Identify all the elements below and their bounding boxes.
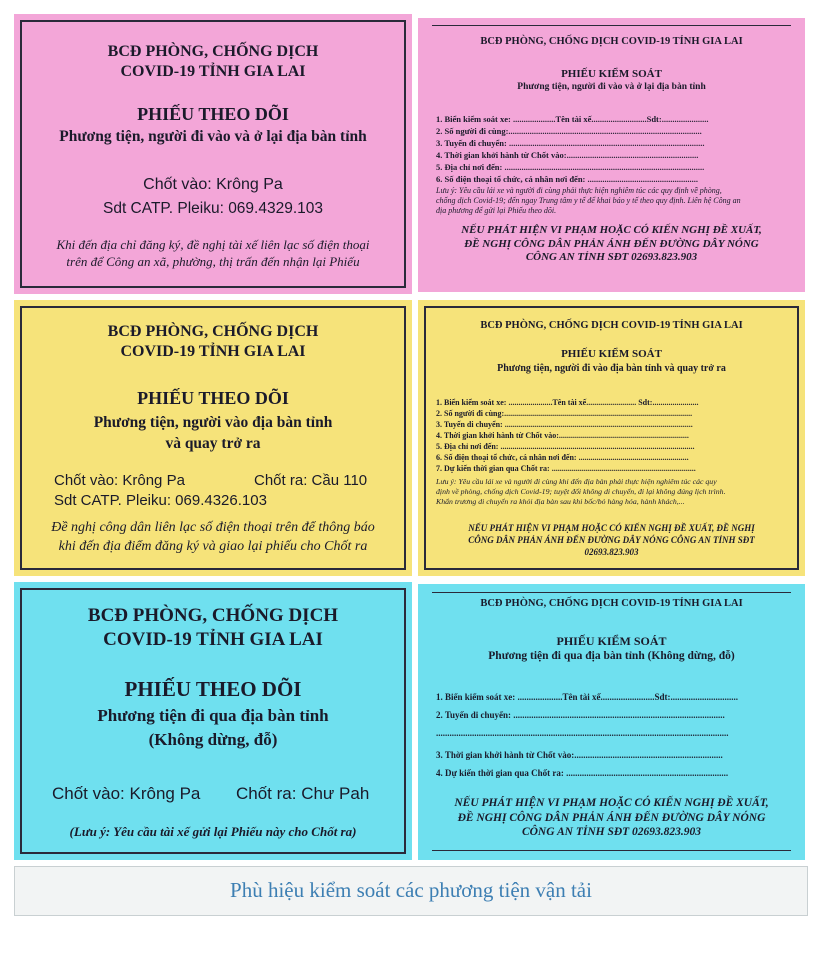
checkpoint-in: Chốt vào: Krông Pa — [52, 784, 201, 803]
card-title: PHIẾU KIỂM SOÁT — [561, 68, 662, 80]
org-name: BCĐ PHÒNG, CHỐNG DỊCH COVID-19 TỈNH GIA LAI — [480, 598, 743, 609]
checkpoint-out: Chốt ra: Cầu 110 — [254, 472, 368, 489]
org-name: BCĐ PHÒNG, CHỐNG DỊCH COVID-19 TỈNH GIA LAI — [480, 36, 743, 47]
org-name: BCĐ PHÒNG, CHỐNG DỊCH COVID-19 TỈNH GIA LAI — [107, 323, 319, 360]
form-field: 3. Tuyến đi chuyển: ............................................................................................ — [436, 138, 705, 148]
form-field: 1. Biển kiểm soát xe: ....................Tên tài xế........................Sdt:.............................. — [436, 692, 738, 702]
form-field: 6. Số điện thoại tổ chức, cá nhân nơi đến: .................................................... — [436, 174, 698, 184]
card-subtitle: Phương tiện đi qua địa bàn tỉnh (Không dừng, đỗ) — [488, 650, 735, 662]
card-note: Đề nghị công dân liên lạc số điện thoại trên để thông báo khi đến địa điểm đăng ký và giao lại phiếu cho Chốt ra — [51, 520, 375, 554]
pink-control-card — [418, 18, 805, 292]
form-field: .................................................................................................................................. — [436, 728, 729, 738]
yellow-tracking-card — [14, 300, 412, 576]
phone-number: Sdt CATP. Pleiku: 069.4329.103 — [102, 200, 324, 217]
yellow-control-card — [418, 300, 805, 576]
org-name: BCĐ PHÒNG, CHỐNG DỊCH COVID-19 TỈNH GIA LAI — [87, 605, 339, 650]
form-field: 6. Số điện thoại tổ chức, cá nhân nơi đến: ....................................................... — [436, 453, 689, 462]
checkpoint-in: Chốt vào: Krông Pa — [54, 472, 185, 489]
card-note: Lưu ý: Yêu cầu lái xe và người đi cùng khi đến địa bàn phải thực hiện nghiêm túc các quy định về phòng, chống dịch Covid-19; tuyệt đối không di chuyển, đi lại không đúng lịch trình. Khẩn trương di chuyển ra khỏi địa bàn sau khi bốc/bỏ hàng hóa, hành khách,... — [436, 477, 726, 506]
top-rule — [432, 592, 791, 593]
card-note: Lưu ý: Yêu cầu lái xe và người đi cùng phải thực hiện nghiêm túc các quy định về phòng, chống dịch Covid-19; đến ngay Trung tâm y tế để khai báo y tế theo quy định. Liên hệ Công an địa phương để gửi lại Phiếu theo dõi. — [436, 186, 741, 215]
top-rule — [432, 25, 791, 26]
card-title: PHIẾU THEO DÕI — [124, 677, 302, 701]
card-subtitle: Phương tiện, người đi vào và ở lại địa bàn tỉnh — [59, 128, 367, 145]
form-field: 7. Dự kiến thời gian qua Chốt ra: ........................................................................ — [436, 464, 696, 473]
blue-tracking-card — [14, 582, 412, 860]
card-subtitle: Phương tiện, người đi vào và ở lại địa bàn tỉnh — [517, 82, 706, 92]
form-field: 1. Biển kiểm soát xe: ....................Tên tài xế..........................Sdt:...................... — [436, 114, 709, 124]
card-title: PHIẾU KIỂM SOÁT — [556, 634, 667, 648]
form-field: 3. Tuyến di chuyển: .............................................................................................. — [436, 420, 693, 429]
checkpoint-out: Chốt ra: Chư Pah — [236, 784, 370, 803]
card-note: (Lưu ý: Yêu cầu tài xế gửi lại Phiếu này cho Chốt ra) — [69, 824, 357, 839]
form-field: 2. Số người đi cùng:........................................................................................... — [436, 126, 702, 136]
bottom-rule — [432, 850, 791, 851]
form-field: 3. Thời gian khởi hành từ Chốt vào:.................................................................. — [436, 750, 723, 760]
org-name: BCĐ PHÒNG, CHỐNG DỊCH COVID-19 TỈNH GIA LAI — [480, 320, 743, 331]
card-title: PHIẾU THEO DÕI — [137, 388, 289, 408]
blue-control-card — [418, 584, 805, 860]
image-caption: Phù hiệu kiểm soát các phương tiện vận tải — [14, 866, 808, 916]
form-field: 1. Biển kiểm soát xe: ......................Tên tài xế......................... Sdt:....................... — [436, 398, 699, 407]
checkpoint-in: Chốt vào: Krông Pa — [143, 176, 283, 193]
pink-tracking-card — [14, 14, 412, 294]
org-name: BCĐ PHÒNG, CHỐNG DỊCH COVID-19 TỈNH GIA LAI — [107, 43, 319, 80]
hotline-notice: NẾU PHÁT HIỆN VI PHẠM HOẶC CÓ KIẾN NGHỊ ĐỀ XUẤT, ĐỀ NGHỊ CÔNG DÂN PHẢN ÁNH ĐẾN ĐƯỜNG DÂY NÓNG CÔNG AN TỈNH SĐT 02693.823.903 — [468, 523, 755, 557]
hotline-notice: NẾU PHÁT HIỆN VI PHẠM HOẶC CÓ KIẾN NGHỊ ĐỀ XUẤT, ĐỀ NGHỊ CÔNG DÂN PHẢN ÁNH ĐẾN ĐƯỜNG DÂY NÓNG CÔNG AN TỈNH SĐT 02693.823.903 — [461, 224, 762, 263]
phone-number: Sdt CATP. Pleiku: 069.4326.103 — [54, 492, 267, 509]
form-field: 5. Địa chỉ nơi đến: ................................................................................................. — [436, 442, 695, 451]
card-note: Khi đến địa chỉ đăng ký, đề nghị tài xế liên lạc số điện thoại trên để Công an xã, phường, thị trấn đến nhận lại Phiếu — [56, 237, 370, 269]
form-field: 4. Thời gian khởi hành từ Chốt vào:.............................................................. — [436, 150, 699, 160]
card-title: PHIẾU KIỂM SOÁT — [561, 348, 662, 360]
form-field: 2. Số người đi cùng:.............................................................................................. — [436, 409, 693, 418]
card-subtitle: Phương tiện đi qua địa bàn tỉnh (Không dừng, đỗ) — [97, 706, 329, 749]
form-field: 4. Dự kiến thời gian qua Chốt ra: ........................................................................ — [436, 768, 729, 778]
form-field: 5. Địa chỉ nơi đến: .............................................................................................. — [436, 162, 705, 172]
hotline-notice: NẾU PHÁT HIỆN VI PHẠM HOẶC CÓ KIẾN NGHỊ ĐỀ XUẤT, ĐỀ NGHỊ CÔNG DÂN PHẢN ÁNH ĐẾN ĐƯỜNG DÂY NÓNG CÔNG AN TỈNH SĐT 02693.823.903 — [454, 797, 769, 838]
form-field: 4. Thời gian khởi hành từ Chốt vào:................................................................. — [436, 431, 689, 440]
card-subtitle: Phương tiện, người đi vào địa bàn tỉnh và quay trở ra — [497, 363, 726, 374]
card-subtitle: Phương tiện, người vào địa bàn tỉnh và quay trở ra — [93, 414, 333, 452]
form-field: 2. Tuyến di chuyển: .............................................................................................. — [436, 710, 725, 720]
card-title: PHIẾU THEO DÕI — [137, 104, 289, 124]
